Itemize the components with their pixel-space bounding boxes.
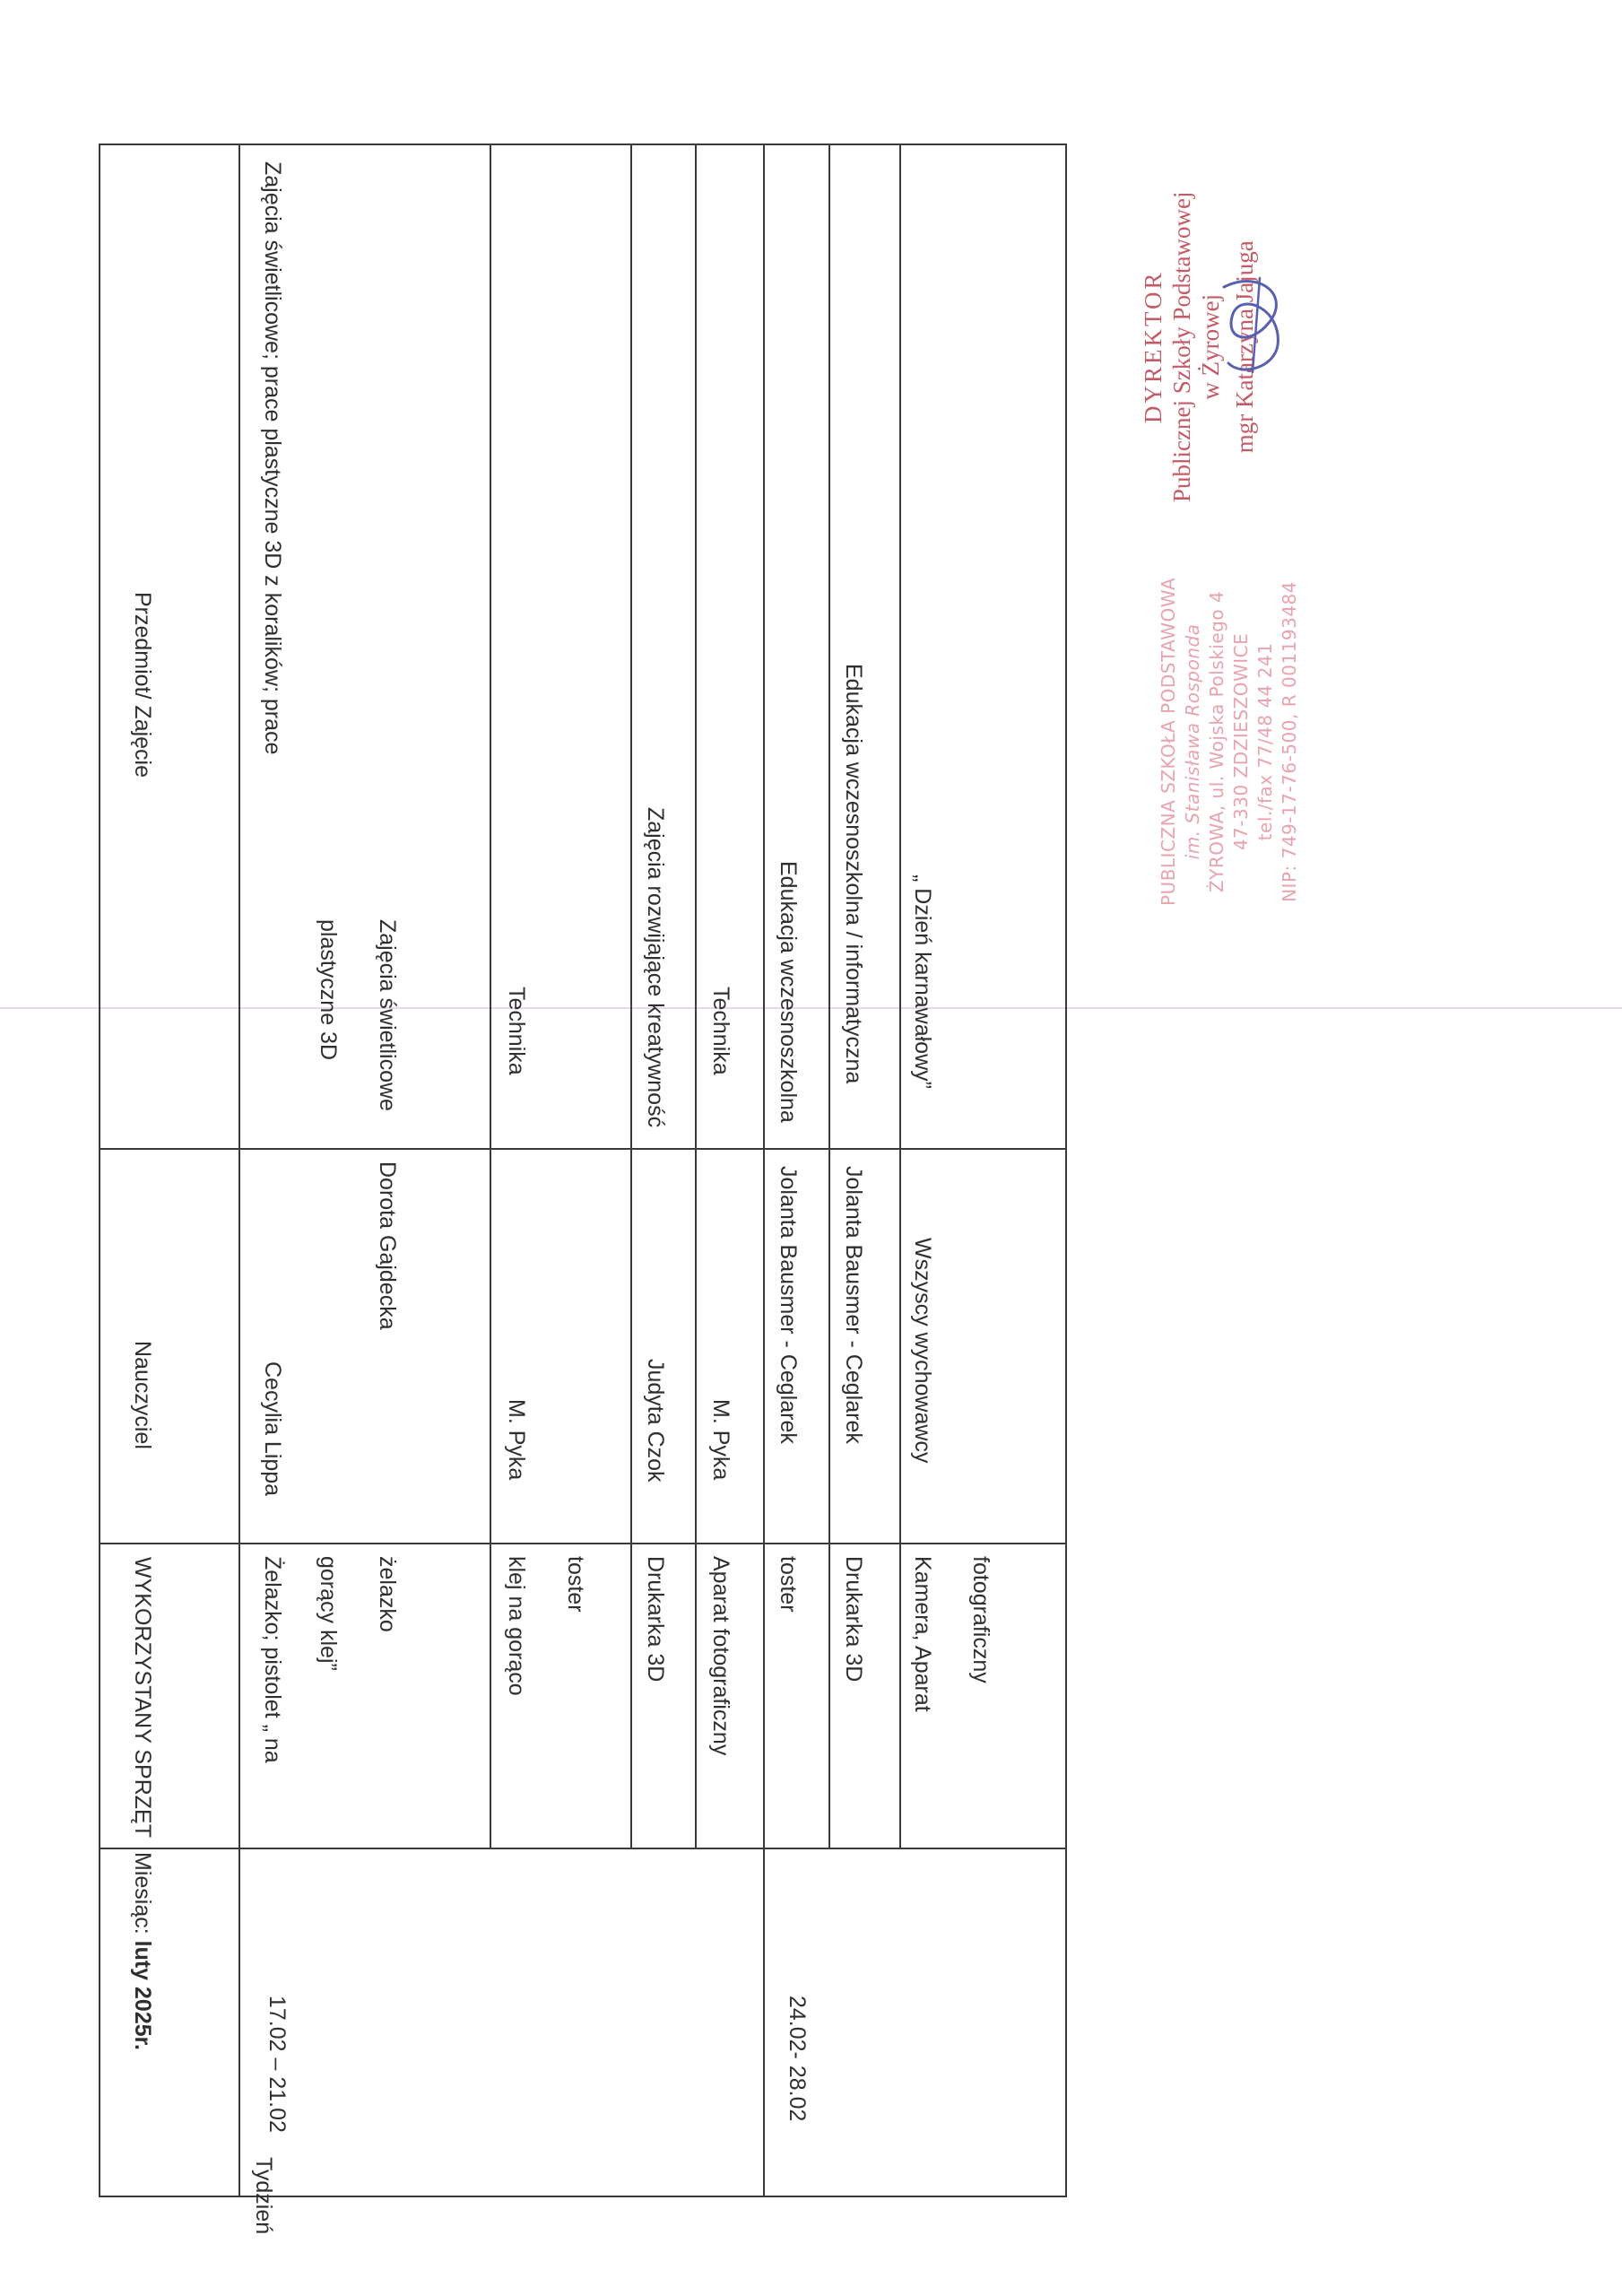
teacher-cell: M. Pyka [708,1399,733,1481]
school-stamp-line: 47-330 ZDZIESZOWICE [1230,632,1252,851]
table-border-right [99,2196,1067,2197]
table-border-left [99,144,1067,145]
school-stamp [1157,578,1302,906]
subject-header: Przedmiot/ Zajęcie [130,592,155,778]
equipment-cell: fotograficzny [968,1556,993,1683]
month-header: Miesiąc: luty 2025r. [130,1852,155,2050]
subject-cell: Zajęcia świetlicowe; prace plastyczne 3D z koralików; prace [260,161,285,755]
row-sep-5 [828,144,830,1848]
school-stamp-line: im. Stanisława Rosponda [1182,623,1203,860]
week-header: Tydzień [251,2157,276,2235]
director-stamp-line: mgr Katarzyna Jajuga [1231,240,1258,454]
school-stamp-line: NIP: 749-17-76-500, R 001193484 [1279,581,1300,902]
teacher-cell: Jolanta Bausmer - Ceglarek [776,1166,801,1444]
equipment-cell: toster [563,1556,588,1613]
equipment-cell: klej na gorąco [504,1556,529,1696]
table-border-bottom [99,144,100,2197]
school-stamp-line: tel./fax 77/48 44 241 [1254,642,1276,841]
school-stamp-line: PUBLICZNA SZKOŁA PODSTAWOWA [1158,577,1179,906]
director-stamp-line: DYREKTOR [1140,270,1167,424]
equipment-cell: Kamera, Aparat [910,1556,935,1712]
week-label: 24.02- 28.02 [785,1996,810,2122]
subject-cell: „ Dzień karnawałowy” [910,874,935,1089]
teacher-cell: Wszyscy wychowawcy [910,1238,935,1464]
teacher-cell: Cecylia Lippa [260,1361,285,1497]
director-stamp-line: Publicznej Szkoły Podstawowej [1168,191,1195,502]
equipment-cell: Aparat fotograficzny [708,1556,733,1756]
equipment-cell: gorący klej” [316,1556,341,1671]
row-sep-3 [695,144,697,1848]
equipment-cell: toster [776,1556,801,1613]
director-stamp-line: w Żyrowej [1197,293,1224,400]
teacher-cell: Judyta Czok [643,1359,668,1483]
equipment-cell: Drukarka 3D [643,1556,668,1683]
table-border-top [1065,144,1067,2197]
subject-cell: Technika [504,987,529,1075]
subject-cell: Zajęcia świetlicowe [375,919,400,1111]
row-sep-6 [899,144,901,1848]
teacher-cell: M. Pyka [504,1399,529,1481]
equipment-table-page [99,144,1067,2235]
subject-cell: Edukacja wczesnoszkolna / informatyczna [841,664,866,1084]
equipment-header: WYKORZYSTANY SPRZĘT [130,1557,155,1839]
subject-cell: Technika [708,987,733,1075]
equipment-cell: Żelazko; pistolet „ na [260,1556,285,1763]
subject-cell: plastyczne 3D [316,919,341,1061]
teacher-cell: Jolanta Bausmer - Ceglarek [841,1166,866,1444]
header-row-sep [239,144,240,2197]
school-stamp-line: ŻYROWA, ul. Wojska Polskiego 4 [1206,590,1227,893]
subject-cell: Zajęcia rozwijające kreatywność [643,807,668,1128]
col-sep-teacher-equipment [99,1543,1067,1544]
teacher-cell: Dorota Gajdecka [375,1161,400,1330]
col-sep-subject-teacher [99,1148,1067,1150]
director-signature [1206,260,1305,386]
row-sep-week [763,144,765,2197]
col-sep-equipment-week [99,1848,1067,1849]
equipment-cell: żelazko [375,1556,400,1632]
row-sep-1 [490,144,491,1848]
equipment-cell: Drukarka 3D [841,1556,866,1683]
subject-cell: Edukacja wczesnoszkolna [776,861,801,1123]
equipment-table [99,144,1067,2235]
teacher-header: Nauczyciel [130,1341,155,1449]
row-sep-2 [630,144,632,1848]
week-label: 17.02 – 21.02 [265,1996,290,2133]
